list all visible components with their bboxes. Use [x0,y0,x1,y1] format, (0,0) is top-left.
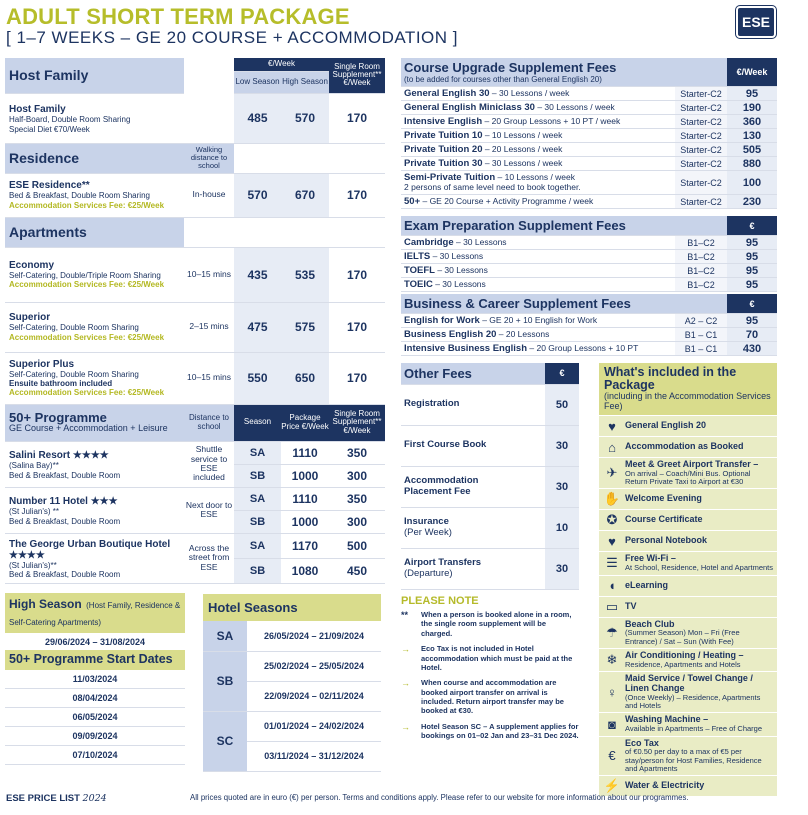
row-name: Superior Plus [9,358,75,370]
course-detail: – 20 Group Lessons + 10 PT / week [482,115,621,126]
included-package-box [599,363,777,796]
residence-row [5,173,385,217]
course-row [401,195,777,209]
fee-price: 30 [545,466,579,507]
included-sub: On arrival – Coach/Mini Bus. Optional Return Private Taxi to Airport at €30 [625,468,751,487]
included-item [599,596,777,617]
price-single: 170 [329,352,385,404]
residence-title: Residence [5,143,184,173]
row-fee: Accommodation Services Fee: €25/Week [9,332,165,342]
price-single: 170 [329,93,385,143]
note-text: Eco Tax is not included in Hotel accommodation which must be paid at the Hotel. [421,644,573,672]
course-upgrade-title: Course Upgrade Supplement Fees [404,60,617,75]
season-range: 26/05/2024 – 21/09/2024 [247,621,381,651]
course-level: Starter-C2 [675,157,727,171]
course-price: 95 [727,87,777,101]
price-single: 350 [329,441,385,464]
row-fee: Accommodation Services Fee: €25/Week [9,388,165,398]
price-column-header: € [545,363,579,384]
arrow-icon: → [401,644,410,655]
low-season-header: Low Season [234,71,281,93]
footer-year: 2024 [82,793,107,804]
hotel-desc: Bed & Breakfast, Double Room [9,516,121,526]
high-season-note: (Host Family, Residence & Self-Catering Apartments) [9,601,181,627]
certificate-icon: ✪ [606,512,618,528]
note-text: When a person is booked alone in a room, the single room supplement will be charged. [421,610,572,638]
course-level: Starter-C2 [675,195,727,209]
business-row [401,314,777,328]
arrow-icon: → [401,678,410,689]
high-season-box [5,593,185,652]
notebook-icon: ♥ [608,533,616,549]
course-level: Starter-C2 [675,129,727,143]
start-date: 09/09/2024 [5,727,185,746]
course-detail: – 30 Lessons / week [489,87,570,98]
season-range: 25/02/2024 – 25/05/2024 [247,651,381,681]
package-price: 1170 [281,533,329,558]
included-label: Washing Machine – [625,714,709,725]
course-name: Private Tuition 20 [404,143,483,155]
business-name: Business English 20 [404,328,497,340]
included-label: Beach Club [625,618,675,629]
hotel-distance: Next door to ESE [184,487,234,533]
price-single: 170 [329,302,385,352]
course-name: General English 30 [404,87,490,99]
course-detail: 2 persons of same level need to book together. [404,181,581,192]
course-name: Private Tuition 10 [404,129,483,141]
price-single: 450 [329,558,385,583]
walking-distance: 10–15 mins [184,247,234,302]
course-row [401,87,777,101]
walking-distance: 10–15 mins [184,352,234,404]
included-note: (including in the Accommodation Services Fee) [604,391,771,412]
hotel-distance: Shuttle service to ESE included [184,441,234,487]
water-electricity-icon: ⚡ [603,778,621,794]
price-high: 535 [281,247,329,302]
other-fees-title: Other Fees [401,363,545,384]
row-desc: Self-Catering, Double Room Sharing [9,369,139,379]
price-single: 170 [329,173,385,217]
business-name: Intensive Business English [404,342,528,354]
included-item [599,575,777,596]
price-low: 570 [234,173,281,217]
hotel-row [5,487,385,510]
price-low: 475 [234,302,281,352]
apartment-row [5,247,385,302]
course-level: Starter-C2 [675,101,727,115]
footer-disclaimer: All prices quoted are in euro (€) per person. Terms and conditions apply. Please refer to our website for more information about our programmes. [190,793,689,802]
included-sub: of €0.50 per day to a max of €5 per stay/person for Host Families, Residence and Apartments [625,747,762,773]
included-label: General English 20 [625,420,707,431]
season-code: SC [203,711,247,771]
season-header: Season [234,404,281,441]
fee-name: Accommodation Placement Fee [404,475,479,497]
season-code: SA [234,487,281,510]
course-name: General English Miniclass 30 [404,101,535,113]
row-name: Superior [9,312,51,324]
exam-price: 95 [727,264,777,278]
course-detail: – GE 20 Course + Activity Programme / week [420,195,594,206]
course-detail: – 10 Lessons / week [495,171,576,182]
fee-row [401,384,579,425]
package-price-header: Package Price €/Week [281,404,329,441]
price-column-header: €/Week [727,58,777,87]
exam-price: 95 [727,236,777,250]
included-item [599,415,777,436]
course-row [401,115,777,129]
row-desc: Half-Board, Double Room Sharing [9,115,131,125]
included-sub: Residence, Apartments and Hotels [625,659,741,669]
course-detail: – 30 Lessons / week [482,157,563,168]
included-item [599,509,777,530]
row-name: Economy [9,259,55,271]
included-item [599,617,777,648]
course-name: Intensive English [404,115,483,127]
arrow-icon: → [401,721,410,732]
start-dates-box [5,650,185,765]
season-code: SB [203,651,247,711]
included-label: TV [625,600,637,611]
price-single: 500 [329,533,385,558]
walking-distance-header: Walking distance to school [184,143,234,173]
exam-detail: – 30 Lessons [453,236,507,247]
note-mark: ** [401,610,409,620]
note-text: When course and accommodation are booked airport transfer on arrival is included. Return airport transfer may be booked at €30. [421,678,564,716]
included-label: Meet & Greet Airport Transfer – [625,459,759,470]
price-low: 435 [234,247,281,302]
business-name: English for Work [404,314,480,326]
course-name: 50+ [404,195,421,207]
course-price: 190 [727,101,777,115]
exam-level: B1–C2 [675,264,727,278]
hotel-name: Number 11 Hotel ★★★ [9,496,118,508]
hotel-location: (St Julian's) ** [9,507,59,517]
row-desc: Self-Catering, Double/Triple Room Sharing [9,270,161,280]
business-detail: – 20 Lessons [496,328,550,339]
price-high: 670 [281,173,329,217]
exam-name: TOEFL [404,264,435,276]
row-desc: Ensuite bathroom included [9,378,113,388]
course-row [401,143,777,157]
apartment-row [5,352,385,404]
course-row [401,171,777,195]
included-label: Eco Tax [625,737,659,748]
note-item [401,610,579,638]
package-price: 1080 [281,558,329,583]
included-label: eLearning [625,579,669,590]
footer-price-list [6,793,107,804]
apartments-title: Apartments [5,217,184,247]
course-level: Starter-C2 [675,143,727,157]
included-label: Free Wi-Fi – [625,553,676,564]
exam-detail: – 30 Lessons [432,278,486,289]
tv-icon: ▭ [605,598,619,614]
price-single: 300 [329,510,385,533]
row-fee: Accommodation Services Fee: €25/Week [9,280,165,289]
start-date: 07/10/2024 [5,746,185,765]
included-item [599,712,777,735]
start-date: 11/03/2024 [5,670,185,689]
course-level: Starter-C2 [675,171,727,195]
walking-distance: In-house [184,173,234,217]
price-single: 300 [329,464,385,487]
course-level: Starter-C2 [675,115,727,129]
price-high: 575 [281,302,329,352]
exam-detail: – 30 Lessons [434,264,488,275]
season-code: SA [203,621,247,651]
row-desc: Bed & Breakfast, Double Room Sharing [9,191,150,201]
footer-label: ESE PRICE LIST [6,793,80,804]
programme50-subtitle: GE Course + Accommodation + Leisure [9,423,168,434]
included-label: Accommodation as Booked [625,441,744,452]
included-label: Water & Electricity [625,780,705,791]
included-item [599,551,777,574]
wifi-icon: ☰ [606,555,618,571]
exam-level: B1–C2 [675,250,727,264]
mouse-icon: ◖ [608,578,616,594]
single-supplement-header: Single Room Supplement** €/Week [329,58,385,93]
included-label: Air Conditioning / Heating – [625,649,744,660]
page-title: ADULT SHORT TERM PACKAGE [6,4,350,29]
row-desc: Self-Catering, Double Room Sharing [9,323,139,333]
fee-price: 50 [545,384,579,425]
host-family-row [5,93,385,143]
course-price: 505 [727,143,777,157]
season-code: SB [234,464,281,487]
fee-name: Airport Transfers [404,557,482,569]
page-subtitle: [ 1–7 WEEKS – GE 20 COURSE + ACCOMMODATION ] [6,28,458,47]
high-season-title: High Season [9,597,82,611]
programme50-title: 50+ Programme [9,410,107,426]
note-item [401,644,579,672]
price-high: 570 [281,93,329,143]
course-row [401,101,777,115]
included-item [599,736,777,776]
season-range: 01/01/2024 – 24/02/2024 [247,711,381,741]
course-detail: – 20 Lessons / week [482,143,563,154]
plane-icon: ✈ [606,465,618,481]
course-row [401,129,777,143]
hotel-seasons-box [203,594,381,772]
exam-row [401,236,777,250]
beach-icon: ☂ [606,624,618,640]
exam-level: B1–C2 [675,236,727,250]
exam-row [401,250,777,264]
hotel-row [5,441,385,464]
course-name: Semi-Private Tuition [404,171,496,183]
season-code: SB [234,510,281,533]
included-item [599,648,777,671]
included-item [599,488,777,509]
ese-logo: ESE [736,6,776,38]
fee-sub: (Per Week) [404,526,452,538]
hotel-row [5,533,385,558]
distance-header: Distance to school [184,404,234,441]
note-text: Hotel Season SC – A supplement applies for bookings on 01–02 Jan and 23–31 Dec 2024. [421,721,579,741]
hotel-name: Salini Resort ★★★★ [9,450,109,462]
fee-row [401,425,579,466]
fee-price: 10 [545,507,579,548]
business-title: Business & Career Supplement Fees [401,294,727,314]
course-level: Starter-C2 [675,87,727,101]
fee-sub: (Departure) [404,567,453,579]
price-column-header: € [727,294,777,314]
season-range: 03/11/2024 – 31/12/2024 [247,741,381,771]
host-family-title: Host Family [5,58,184,93]
hotel-distance: Across the street from ESE [184,533,234,583]
included-sub: At School, Residence, Hotel and Apartments [625,563,774,573]
exam-price: 95 [727,250,777,264]
business-level: B1 – C1 [675,328,727,342]
season-range: 22/09/2024 – 02/11/2024 [247,681,381,711]
hotel-seasons-title: Hotel Seasons [203,594,381,621]
included-item [599,457,777,488]
single-supplement-header: Single Room Supplement** €/Week [329,404,385,441]
course-price: 880 [727,157,777,171]
price-low: 485 [234,93,281,143]
exam-detail: – 30 Lessons [430,250,484,261]
included-label: Welcome Evening [625,493,702,504]
hotel-name: The George Urban Boutique Hotel ★★★★ [9,538,171,561]
fee-row [401,507,579,548]
exam-name: Cambridge [404,236,454,248]
included-label: Maid Service / Towel Change / Linen Change [625,673,753,693]
course-upgrade-subtitle: (to be added for courses other than General English 20) [404,75,602,84]
included-sub: Available in Apartments – Free of Charge [625,724,763,734]
business-price: 95 [727,314,777,328]
course-price: 360 [727,115,777,129]
fee-name: Insurance [404,516,449,528]
exam-price: 95 [727,278,777,292]
high-season-header: High Season [281,71,329,93]
fee-name: Registration [404,398,460,410]
row-fee: Accommodation Services Fee: €25/Week [9,200,165,210]
exam-name: TOEIC [404,278,433,290]
course-name: Private Tuition 30 [404,157,483,169]
please-note-box [401,595,579,747]
hotel-desc: Bed & Breakfast, Double Room [9,470,121,480]
hotel-location: (Salina Bay)** [9,461,59,471]
start-date: 06/05/2024 [5,708,185,727]
exam-prep-table [401,216,777,292]
season-code: SA [234,441,281,464]
fee-row [401,548,579,589]
course-upgrade-table [401,58,777,209]
price-high: 650 [281,352,329,404]
course-detail: – 10 Lessons / week [482,129,563,140]
fee-price: 30 [545,425,579,466]
accommodation-table [5,58,385,584]
package-price: 1110 [281,441,329,464]
fee-name: First Course Book [404,439,487,451]
course-price: 100 [727,171,777,195]
price-single: 350 [329,487,385,510]
hotel-desc: Bed & Breakfast, Double Room [9,570,121,579]
euro-icon: € [608,748,616,764]
handshake-icon: ✋ [603,491,621,507]
included-title: What's included in the Package [604,365,737,393]
row-desc: Special Diet €70/Week [9,124,90,134]
price-column-header: € [727,216,777,236]
hotel-location: (St Julian's)** [9,560,57,570]
business-level: B1 – C1 [675,342,727,356]
maid-icon: ♀ [607,684,617,700]
other-fees-table [401,363,579,590]
exam-prep-title: Exam Preparation Supplement Fees [401,216,727,236]
exam-row [401,264,777,278]
business-row [401,328,777,342]
business-level: A2 – C2 [675,314,727,328]
walking-distance: 2–15 mins [184,302,234,352]
row-name: Host Family [9,104,66,116]
included-sub: (Once Weekly) – Residence, Apartments and Hotels [625,692,761,711]
included-item [599,530,777,551]
please-note-title: PLEASE NOTE [401,595,479,607]
course-detail: – 30 Lessons / week [534,101,615,112]
business-table [401,294,777,356]
included-sub: (Summer Season) Mon – Fri (Free Entrance) / Sat – Sun (With Fee) [625,628,740,646]
included-item [599,436,777,457]
exam-name: IELTS [404,250,431,262]
house-icon: ⌂ [608,439,616,455]
note-item [401,678,579,716]
included-label: Personal Notebook [625,535,708,546]
start-dates-title: 50+ Programme Start Dates [5,650,185,670]
included-label: Course Certificate [625,514,703,525]
business-price: 430 [727,342,777,356]
business-detail: – GE 20 + 10 English for Work [479,314,598,325]
package-price: 1000 [281,510,329,533]
exam-row [401,278,777,292]
package-price: 1000 [281,464,329,487]
exam-level: B1–C2 [675,278,727,292]
included-item [599,671,777,712]
washing-machine-icon: ◙ [608,716,616,732]
heart-icon: ♥ [608,418,616,434]
season-code: SA [234,533,281,558]
fee-price: 30 [545,548,579,589]
aircon-icon: ❄ [606,652,618,668]
business-row [401,342,777,356]
apartment-row [5,302,385,352]
course-price: 130 [727,129,777,143]
high-season-dates: 29/06/2024 – 31/08/2024 [5,633,185,652]
start-date: 08/04/2024 [5,689,185,708]
course-row [401,157,777,171]
business-detail: – 20 Group Lessons + 10 PT [527,342,639,353]
fee-row [401,466,579,507]
business-price: 70 [727,328,777,342]
week-header: €/Week [234,58,329,71]
course-price: 230 [727,195,777,209]
row-name: ESE Residence** [9,180,90,192]
package-price: 1110 [281,487,329,510]
note-item [401,722,579,741]
season-code: SB [234,558,281,583]
price-low: 550 [234,352,281,404]
price-single: 170 [329,247,385,302]
